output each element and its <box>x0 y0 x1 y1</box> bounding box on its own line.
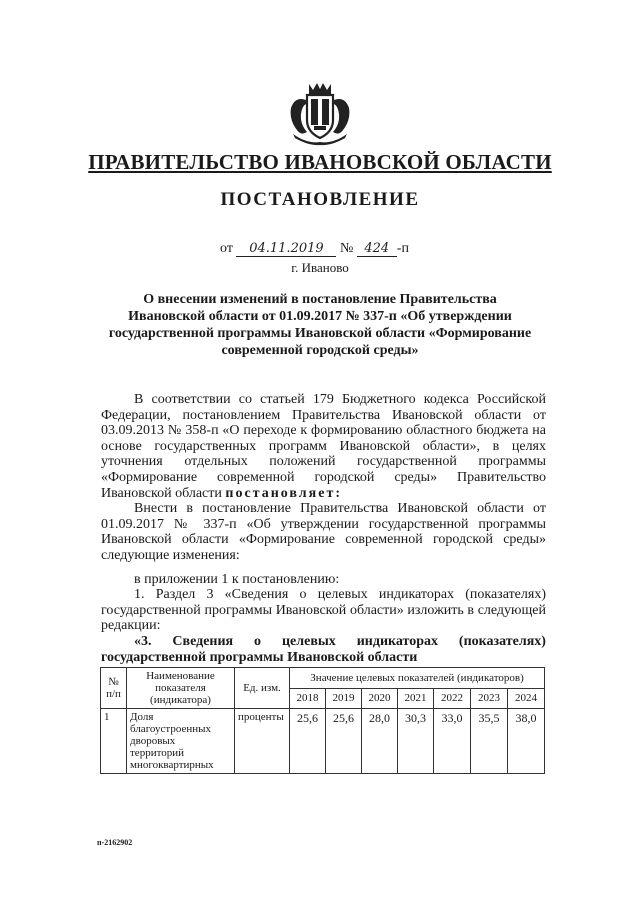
row-value: 28,0 <box>362 709 398 774</box>
header-year: 2021 <box>398 688 434 709</box>
heading-line-2: государственной программы Ивановской области <box>101 650 418 665</box>
heading-word: «3. <box>134 634 152 649</box>
number-prefix: № <box>339 241 354 256</box>
indicators-table <box>100 667 545 774</box>
handwritten-number: 424 <box>357 241 397 257</box>
section-heading <box>101 634 546 666</box>
header-year: 2018 <box>290 688 326 709</box>
paragraph-preamble <box>101 392 546 501</box>
heading-word: Сведения <box>172 634 234 649</box>
handwritten-date: 04.11.2019 <box>236 241 336 257</box>
row-name: Доля благоустроенных дворовых территорий многоквартирных <box>127 709 235 774</box>
header-values: Значение целевых показателей (индикаторов) <box>290 668 545 689</box>
header-name: Наименование показателя (индикатора) <box>127 668 235 709</box>
table-row <box>101 709 545 774</box>
row-value: 38,0 <box>508 709 545 774</box>
paragraph-section: 1. Раздел 3 «Сведения о целевых индикаторах (показателях) государственной программы Ивановской области» изложить в следующей редакции: <box>101 587 546 634</box>
header-year: 2023 <box>471 688 508 709</box>
number-suffix: -п <box>396 241 409 256</box>
coat-of-arms-emblem <box>287 80 353 146</box>
heading-word: индикаторах <box>356 634 438 649</box>
government-name: ПРАВИТЕЛЬСТВО ИВАНОВСКОЙ ОБЛАСТИ <box>88 150 552 174</box>
paragraph-amend: Внести в постановление Правительства Ивановской области от 01.09.2017 № 337-п «Об утверждении государственной программы Ивановской области «Формирование современной городской среды» следующие изменения: <box>101 501 546 563</box>
header-year: 2024 <box>508 688 545 709</box>
decree-verb: постановляет: <box>225 485 342 501</box>
paragraph-appendix: в приложении 1 к постановлению: <box>134 572 340 587</box>
header-unit: Ед. изм. <box>235 668 290 709</box>
row-num: 1 <box>101 709 127 774</box>
row-value: 30,3 <box>398 709 434 774</box>
date-prefix: от <box>220 241 233 256</box>
header-num: № п/п <box>101 668 127 709</box>
row-value: 35,5 <box>471 709 508 774</box>
city: г. Иваново <box>291 260 349 275</box>
row-value: 33,0 <box>434 709 471 774</box>
header-year: 2020 <box>362 688 398 709</box>
document-title: О внесении изменений в постановление Правительства Ивановской области от 01.09.2017 № 337-п «Об утверждении государственной программы Ивановской области «Формирование современной городской среды» <box>108 292 532 358</box>
row-unit: проценты <box>235 709 290 774</box>
heading-word: о <box>254 634 262 649</box>
header-year: 2022 <box>434 688 471 709</box>
header-year: 2019 <box>326 688 362 709</box>
preamble-text: В соответствии со статьей 179 Бюджетного кодекса Российской Федерации, постановлением Правительства Ивановской области от 03.09.2013 № 358-п «О переходе к формированию областного бюджета на основе государственных программ Ивановской области», в целях уточнения отдельных положений государственной программы «Формирование современной городской среды» Правительство Ивановской области <box>101 392 546 501</box>
document-type: ПОСТАНОВЛЕНИЕ <box>220 189 420 210</box>
row-value: 25,6 <box>326 709 362 774</box>
date-number-line <box>220 241 409 257</box>
heading-word: целевых <box>281 634 336 649</box>
heading-word: (показателях) <box>458 634 546 649</box>
document-code: п-2162902 <box>97 838 133 847</box>
row-value: 25,6 <box>290 709 326 774</box>
